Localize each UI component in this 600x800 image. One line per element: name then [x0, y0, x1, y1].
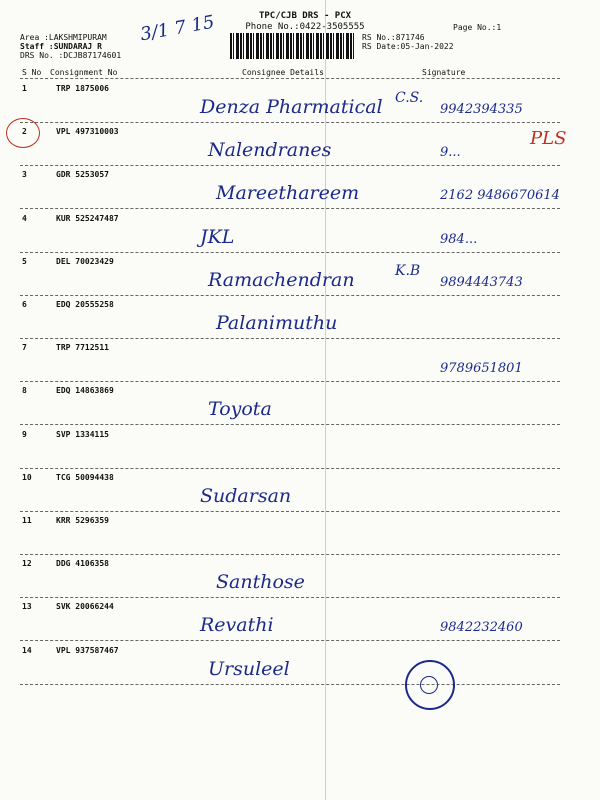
- row-divider: [20, 381, 560, 382]
- row-consignment-no: GDR 5253057: [56, 170, 109, 179]
- pls-mark: PLS: [530, 128, 567, 149]
- row-sno: 3: [22, 170, 27, 179]
- row-divider: [20, 640, 560, 641]
- row-divider: [20, 684, 560, 685]
- row-sno: 4: [22, 214, 27, 223]
- row-phone-handwritten: 9842232460: [440, 620, 523, 635]
- row-signature-handwritten: K.B: [395, 263, 421, 279]
- header-left-info: [20, 33, 121, 60]
- row-consignee-handwritten: Mareethareem: [216, 182, 360, 204]
- row-phone-handwritten: 9894443743: [440, 275, 523, 290]
- document-title: TPC/CJB DRS - PCX: [258, 11, 352, 21]
- row-phone-handwritten: 9...: [440, 145, 461, 160]
- row-divider: [20, 122, 560, 123]
- row-consignment-no: EDQ 14863869: [56, 386, 114, 395]
- handwritten-top-note: 3/1 7 15: [138, 11, 217, 46]
- row-consignee-handwritten: Ramachendran: [208, 269, 355, 291]
- row-divider: [20, 165, 560, 166]
- row-divider: [20, 468, 560, 469]
- row-divider: [20, 424, 560, 425]
- rs-number: RS No.:871746: [362, 33, 425, 42]
- row-consignment-no: SVK 20066244: [56, 602, 114, 611]
- row-sno: 9: [22, 430, 27, 439]
- row-consignee-handwritten: JKL: [200, 226, 235, 248]
- document-header: [230, 11, 380, 33]
- row-consignee-handwritten: Revathi: [200, 614, 274, 636]
- row-consignment-no: TRP 1875006: [56, 84, 109, 93]
- row-consignment-no: SVP 1334115: [56, 430, 109, 439]
- scan-fold-line: [325, 0, 326, 800]
- phone-number: Phone No.:0422-3505555: [245, 22, 365, 32]
- drs-number: DRS No. :DCJB87174601: [20, 51, 122, 60]
- row-consignment-no: DDG 4106358: [56, 559, 109, 568]
- row-sno: 7: [22, 343, 27, 352]
- row-sno: 8: [22, 386, 27, 395]
- barcode-image: [230, 33, 355, 59]
- row-divider: [20, 597, 560, 598]
- college-stamp-center: [420, 676, 438, 694]
- rs-date: RS Date:05-Jan-2022: [362, 42, 454, 51]
- row-divider: [20, 338, 560, 339]
- row-phone-handwritten: 9789651801: [440, 361, 523, 376]
- row-sno: 1: [22, 84, 27, 93]
- row-divider: [20, 554, 560, 555]
- row-consignee-handwritten: Sudarsan: [200, 485, 292, 507]
- column-header-consignment: Consignment No: [50, 68, 118, 77]
- staff-label: Staff :SUNDARAJ R: [20, 42, 102, 51]
- row-consignee-handwritten: Nalendranes: [208, 139, 332, 161]
- page-number: Page No.:1: [453, 23, 502, 32]
- row-divider: [20, 295, 560, 296]
- row-consignment-no: VPL 937587467: [56, 646, 119, 655]
- row-consignment-no: DEL 70023429: [56, 257, 114, 266]
- area-label: Area :LAKSHMIPURAM: [20, 33, 107, 42]
- row-sno: 13: [22, 602, 32, 611]
- row-consignment-no: VPL 497310003: [56, 127, 119, 136]
- row-consignee-handwritten: Denza Pharmatical: [200, 96, 383, 118]
- header-right-info: [362, 33, 454, 51]
- row-divider: [20, 252, 560, 253]
- red-circle-mark: [6, 118, 40, 148]
- row-sno: 14: [22, 646, 32, 655]
- header-divider: [20, 78, 560, 79]
- row-consignment-no: TRP 7712511: [56, 343, 109, 352]
- row-consignee-handwritten: Palanimuthu: [216, 312, 338, 334]
- row-sno: 2: [22, 127, 27, 136]
- row-sno: 5: [22, 257, 27, 266]
- row-sno: 11: [22, 516, 32, 525]
- row-divider: [20, 511, 560, 512]
- row-phone-handwritten: 2162 9486670614: [440, 188, 560, 203]
- row-sno: 10: [22, 473, 32, 482]
- row-phone-handwritten: 9942394335: [440, 102, 523, 117]
- row-sno: 12: [22, 559, 32, 568]
- row-divider: [20, 208, 560, 209]
- column-header-signature: Signature: [422, 68, 466, 77]
- column-header-sno: S No: [22, 68, 42, 77]
- row-consignee-handwritten: Ursuleel: [208, 658, 290, 680]
- column-header-consignee: Consignee Details: [242, 68, 324, 77]
- row-consignee-handwritten: Santhose: [216, 571, 305, 593]
- row-signature-handwritten: C.S.: [395, 90, 424, 106]
- row-consignment-no: EDQ 20555258: [56, 300, 114, 309]
- row-phone-handwritten: 984...: [440, 232, 478, 247]
- row-sno: 6: [22, 300, 27, 309]
- row-consignment-no: KUR 525247487: [56, 214, 119, 223]
- row-consignee-handwritten: Toyota: [208, 398, 272, 420]
- row-consignment-no: KRR 5296359: [56, 516, 109, 525]
- row-consignment-no: TCG 50094438: [56, 473, 114, 482]
